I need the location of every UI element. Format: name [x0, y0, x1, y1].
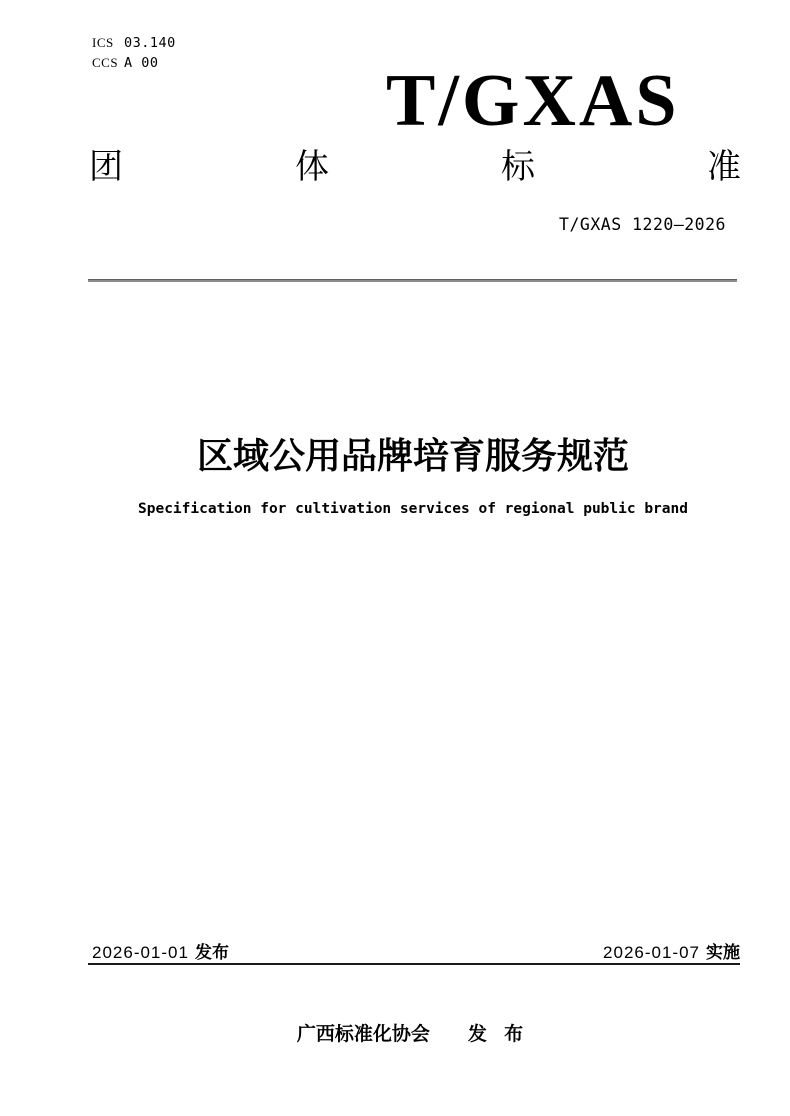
- publisher-name: 广西标准化协会: [296, 1024, 430, 1045]
- release-label: 发布: [194, 943, 229, 962]
- publisher-line: [88, 1019, 738, 1046]
- implementation-date-group: [603, 938, 740, 963]
- ccs-value: A 00: [124, 55, 159, 71]
- ics-label: ICS: [92, 35, 114, 50]
- ics-row: [92, 33, 176, 53]
- standard-type-row: [89, 148, 741, 187]
- standard-type-char-biao: 标: [501, 148, 535, 186]
- publisher-action: 发 布: [467, 1024, 530, 1045]
- standard-type-char-ti: 体: [295, 148, 329, 186]
- standard-type-char-zhun: 准: [707, 148, 741, 186]
- standard-type-char-tuan: 团: [89, 148, 123, 186]
- tgxas-logotype: T/GXAS: [386, 60, 680, 142]
- ccs-label: CCS: [92, 55, 119, 70]
- classification-block: [92, 33, 176, 73]
- ccs-row: [92, 53, 176, 73]
- release-date: 2026-01-01: [92, 943, 189, 962]
- ics-value: 03.140: [124, 35, 176, 51]
- footer-divider-line: [88, 963, 740, 965]
- header-divider-line: [88, 279, 737, 282]
- dates-row: [92, 938, 740, 963]
- release-date-group: [92, 938, 229, 963]
- title-english: Specification for cultivation services of regional public brand: [138, 501, 688, 517]
- standard-number: T/GXAS 1220—2026: [559, 215, 726, 234]
- title-chinese: 区域公用品牌培育服务规范: [196, 435, 629, 476]
- implementation-label: 实施: [706, 943, 740, 962]
- implementation-date: 2026-01-07: [603, 943, 700, 962]
- cover-content: [88, 0, 741, 1116]
